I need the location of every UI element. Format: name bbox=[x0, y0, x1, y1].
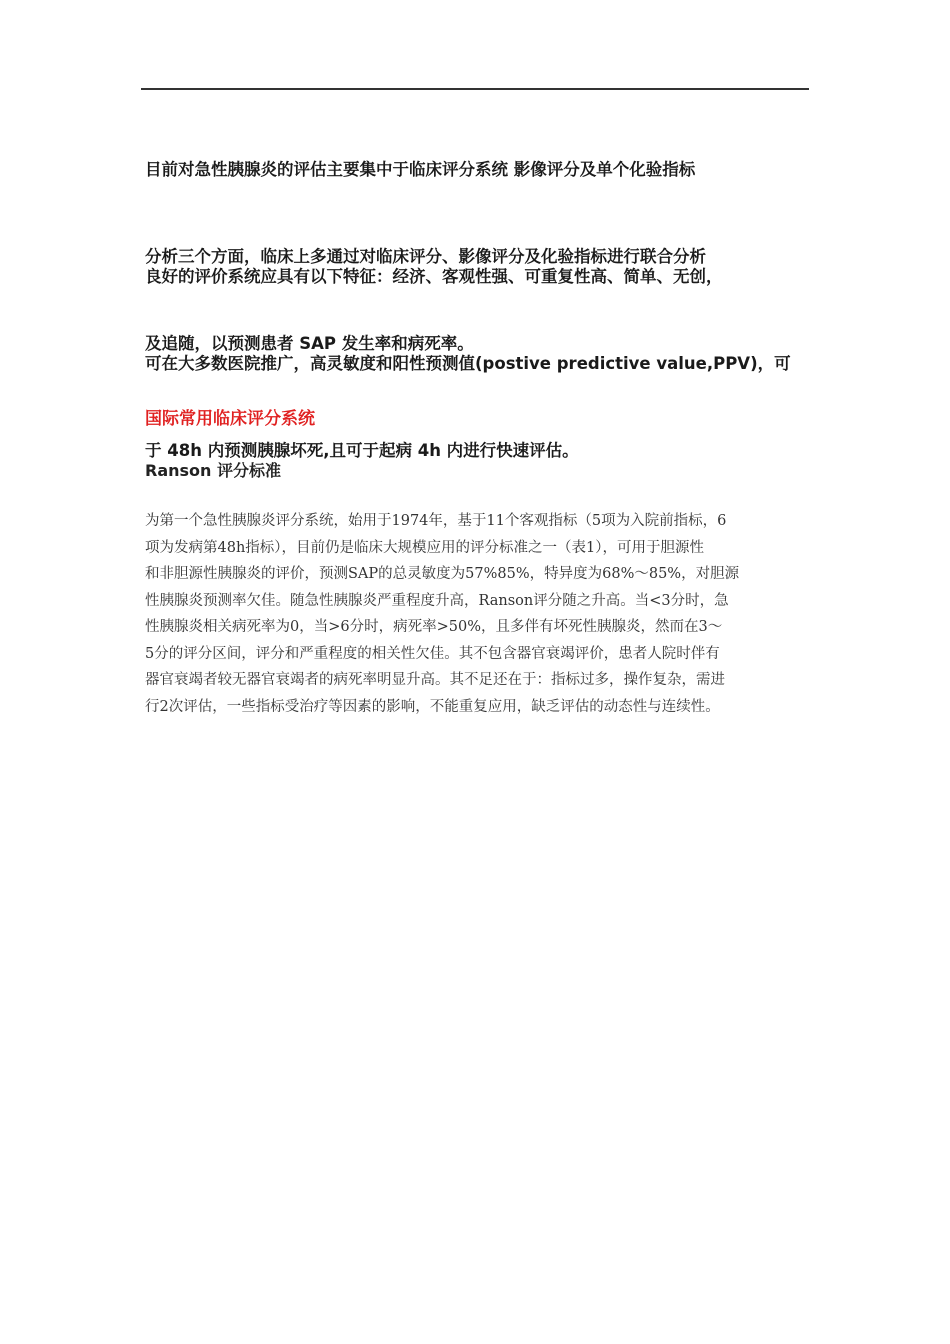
intro-line: 目前对急性胰腺炎的评估主要集中于临床评分系统 影像评分及单个化验指标 bbox=[145, 160, 696, 179]
criteria-line: 良好的评价系统应具有以下特征：经济、客观性强、可重复性高、简单、无创， bbox=[145, 267, 723, 286]
criteria-line: 于 48h 内预测胰腺坏死,且可于起病 4h 内进行快速评估。 bbox=[145, 441, 579, 460]
intro-line: 分析三个方面，临床上多通过对临床评分、影像评分及化验指标进行联合分析 bbox=[145, 247, 706, 266]
top-divider bbox=[141, 88, 809, 90]
ranson-line: 项为发病第48h指标），目前仍是临床大规模应用的评分标准之一（表1），可用于胆源性 bbox=[145, 539, 705, 556]
ranson-subtitle: Ranson 评分标准 bbox=[145, 461, 281, 480]
ranson-line: 性胰腺炎相关病死率为0，当>6分时，病死率>50%，且多伴有坏死性胰腺炎，然而在3～ bbox=[145, 619, 723, 635]
ranson-line: 和非胆源性胰腺炎的评价，预测SAP的总灵敏度为57%85%，特异度为68%～85%，对胆源 bbox=[145, 566, 740, 582]
ranson-line: 器官衰竭者较无器官衰竭者的病死率明显升高。其不足还在于：指标过多，操作复杂，需进 bbox=[145, 672, 725, 688]
ranson-paragraph bbox=[145, 508, 813, 720]
ranson-line: 5分的评分区间，评分和严重程度的相关性欠佳。其不包含器官衰竭评价，患者人院时伴有 bbox=[145, 645, 720, 662]
intro-line: 及追随，以预测患者 SAP 发生率和病死率。 bbox=[145, 334, 474, 353]
ranson-line: 行2次评估，一些指标受治疗等因素的影响，不能重复应用，缺乏评估的动态性与连续性。 bbox=[145, 698, 720, 715]
ranson-line: 为第一个急性胰腺炎评分系统，始用于1974年，基于11个客观指标（5项为入院前指标，6 bbox=[145, 513, 727, 529]
criteria-line: 可在大多数医院推广，高灵敏度和阳性预测值(postive predictive value,PPV)，可 bbox=[145, 354, 791, 373]
ranson-line: 性胰腺炎预测率欠佳。随急性胰腺炎严重程度升高，Ranson评分随之升高。当<3分时，急 bbox=[145, 592, 729, 609]
section-title: 国际常用临床评分系统 bbox=[145, 409, 315, 429]
